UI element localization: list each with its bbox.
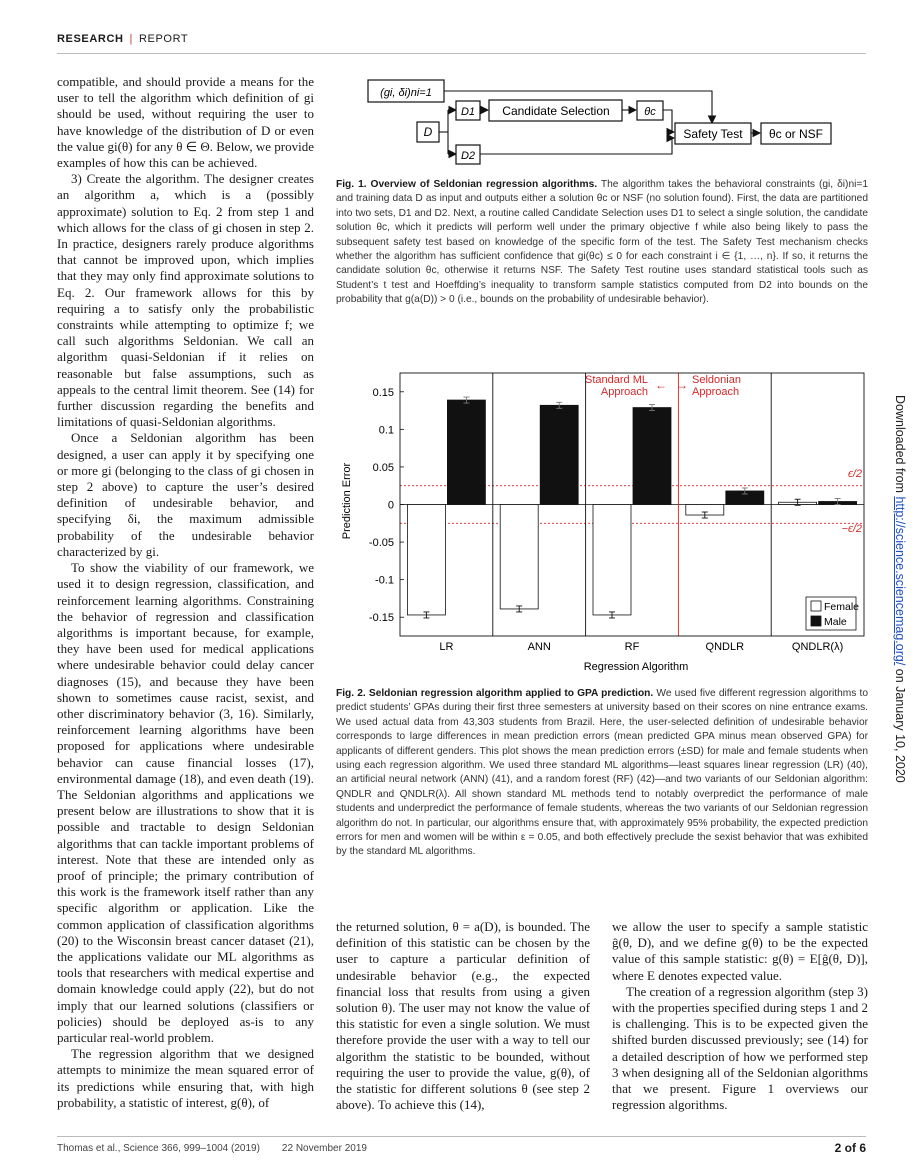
legend-label-female: Female bbox=[824, 601, 860, 613]
y-tick-label: 0.05 bbox=[372, 461, 394, 474]
middle-paragraph: the returned solution, θ = a(D), is bounded. The definition of this statistic can be chosen by the user to capture a particular definition of undesirable behavior (e.g., the expected financial loss that results from using a given solution θ). The user may not know the value of this statistic for even a single solution. We must therefore provide the user with a way to tell our algorithm the statistic to be bounded, without requiring the user to provide the value, g(θ), of the statistic for different solutions θ (see step 2 above). To achieve this (14), bbox=[336, 919, 590, 1113]
input-constraints-label: (gi, δi)ni=1 bbox=[380, 87, 432, 99]
right-column bbox=[612, 919, 868, 1113]
header-rule bbox=[57, 53, 866, 54]
x-tick-label: LR bbox=[439, 641, 454, 653]
x-tick-label: ANN bbox=[527, 641, 551, 653]
legend bbox=[806, 597, 859, 630]
legend-swatch-male bbox=[811, 616, 821, 626]
bar-male bbox=[447, 400, 485, 504]
standard-ml-annotation-line2: Approach bbox=[600, 386, 648, 398]
y-tick-label: -0.15 bbox=[368, 612, 394, 625]
y-tick-label: 0.1 bbox=[378, 424, 394, 437]
x-tick-label: QNDLR bbox=[705, 641, 745, 653]
figure2-caption-title: Fig. 2. Seldonian regression algorithm applied to GPA prediction. bbox=[336, 688, 654, 699]
left-paragraph: 3) Create the algorithm. The designer creates an algorithm a, which is a (possibly approximate) solution to Eq. 2 from step 1 and which allows for the class of gi chosen in step 2. In practice, designers rarely produce algorithms that cannot be improved upon, which implies that they may only find approximate solutions to Eq. 2. Our framework allows for this by requiring a to satisfy only the probabilistic constraints while attempting to optimize f; we call such algorithms Seldonian. We call an algorithm quasi-Seldonian if it relies on reasonable but false assumptions, such as appeals to the central limit theorem. See (14) for further discussion regarding the benefits and limitations of quasi-Seldonian algorithms. bbox=[57, 171, 314, 430]
y-axis-label: Prediction Error bbox=[341, 462, 353, 540]
running-header bbox=[57, 33, 188, 45]
left-paragraph: Once a Seldonian algorithm has been designed, a user can apply it by specifying one or more gi (belonging to the class of gi chosen in step 2 above) to capture the user’s desired definition of undesirable behavior, and specifying δi, the maximum admissible probability of the undesirable behavior characterized by gi. bbox=[57, 430, 314, 559]
d2-label: D2 bbox=[460, 150, 476, 162]
figure1-caption-text: The algorithm takes the behavioral constraints (gi, δi)ni=1 and training data D as input and outputs either a solution θc or NSF (no solution found). First, the data are partitioned into two sets, D1 and D2. Next, a routine called Candidate Selection uses D1 to select a single solution, the candidate solution θc, which it predicts will perform well under the primary objective f while also being likely to pass the subsequent safety test based on knowledge of the specific form of the test. The Safety Test mechanism checks whether the algorithm has sufficient confidence that gi(θc) ≤ 0 for each constraint i ∈ {1, …, n}. If so, it returns the candidate solution θc, otherwise it returns NSF. The Safety Test routine uses standard statistical tools such as Student’s t test and Hoeffding’s inequality to transform sample statistics computed from D2 into bounds on the probability that g(a(D)) > 0 (i.e., bounds on the probability of undesirable behavior). bbox=[336, 179, 868, 306]
x-tick-label: QNDLR(λ) bbox=[791, 641, 844, 653]
page-number: 2 of 6 bbox=[834, 1141, 866, 1155]
left-paragraph: The regression algorithm that we designed attempts to minimize the mean squared error of its predictions while ensuring that, with high probability, a statistic of interest, g(θ), of bbox=[57, 1046, 314, 1110]
y-tick-label: 0 bbox=[387, 499, 394, 512]
bar-male bbox=[540, 405, 578, 504]
right-arrow-annotation: → bbox=[676, 378, 688, 392]
legend-label-male: Male bbox=[824, 616, 847, 628]
left-arrow-annotation: ← bbox=[655, 378, 667, 392]
download-link[interactable]: http://science.sciencemag.org/ bbox=[893, 496, 907, 666]
bar-female bbox=[593, 505, 631, 615]
figure1-caption bbox=[336, 178, 868, 308]
bar-male bbox=[633, 408, 671, 505]
y-tick-label: -0.05 bbox=[368, 537, 394, 550]
figure1-diagram bbox=[360, 70, 840, 170]
middle-column bbox=[336, 919, 590, 1113]
standard-ml-annotation-line1: Standard ML bbox=[585, 374, 648, 386]
bar-female bbox=[500, 505, 538, 609]
epsilon-lower-label: −ϵ/2 bbox=[841, 523, 862, 535]
footer-citation-block bbox=[57, 1143, 367, 1154]
x-tick-label: RF bbox=[624, 641, 640, 653]
left-paragraph: compatible, and should provide a means for the user to tell the algorithm which definition of gi should be used, without requiring the user to have knowledge of the distribution of D or even the value gi(θ) for any θ ∈ Θ. Below, we provide examples of how this can be achieved. bbox=[57, 74, 314, 171]
theta-to-safety-arrow bbox=[663, 110, 674, 132]
legend-swatch-female bbox=[811, 601, 821, 611]
output-label: θc or NSF bbox=[768, 127, 824, 141]
data-label: D bbox=[423, 125, 433, 139]
figure1-caption-title: Fig. 1. Overview of Seldonian regression algorithms. bbox=[336, 179, 598, 190]
header-type: REPORT bbox=[139, 33, 189, 45]
download-note bbox=[893, 395, 907, 783]
figure2-caption-text: We used five different regression algorithms to predict students’ GPAs during their first three semesters at university based on their scores on nine entrance exams. We used actual data from 43,303 students from Brazil. Here, the user-selected definition of undesirable behavior corresponds to large differences in mean prediction errors (mean predicted GPA minus mean observed GPA) for applicants of different genders. This plot shows the mean prediction errors (±SD) for male and female students when using each regression algorithm. We used three standard ML algorithms—least squares linear regression (LR) (40), an artificial neural network (ANN) (41), and a random forest (RF) (42)—and two variants of our Seldonian algorithm: QNDLR and QNDLR(λ). All shown standard ML methods tend to notably overpredict the performance of male students and underpredict the performance of female students, whereas the two variants of our Seldonian regression algorithm do not. In particular, our algorithms ensure that, with approximately 95% probability, the expected prediction errors for men and women will be within ε = 0.05, and both effectively preclude the sexist behavior that was exhibited by the standard ML algorithms. bbox=[336, 688, 868, 858]
epsilon-upper-label: ϵ/2 bbox=[847, 468, 862, 480]
bar-female bbox=[407, 505, 445, 615]
seldonian-annotation-line2: Approach bbox=[692, 386, 740, 398]
candidate-selection-label: Candidate Selection bbox=[502, 104, 610, 118]
safety-test-label: Safety Test bbox=[683, 127, 743, 141]
footer-citation: Thomas et al., Science 366, 999–1004 (2019) bbox=[57, 1143, 260, 1154]
left-paragraph: To show the viability of our framework, we used it to design regression, classification, and reinforcement learning algorithms. Constraining the behavior of regression and classification algorithms is important because, for example, they have been used for medical applications where undesirable behavior could delay cancer diagnoses (15), and because they have been shown to sometimes cause racist, sexist, and other discriminatory behavior (3, 16). Similarly, reinforcement learning algorithms have been proposed for applications where undesirable behavior can cause financial losses (17), environmental damage (18), and even death (19). The Seldonian algorithms and applications we present below are illustrations to show that it is possible and tractable to design Seldonian algorithms that can tackle important problems of interest. Note that these are intended only as proof of principle; the primary contribution of this work is the framework itself rather than any specific algorithm or application. Like the common application of classification algorithms (20) to the Wisconsin breast cancer dataset (21), the applications validate our ML algorithms as tools that researchers with medical expertise and domain knowledge could apply (22), but do not imply that our learned solutions (classifiers or policies) should be deployed as-is to any particular real-world problem. bbox=[57, 560, 314, 1045]
figure2-caption bbox=[336, 687, 868, 860]
seldonian-annotation-line1: Seldonian bbox=[692, 374, 741, 386]
x-axis-label: Regression Algorithm bbox=[583, 661, 689, 673]
header-section: RESEARCH bbox=[57, 33, 124, 45]
theta-c-label: θc bbox=[644, 106, 656, 118]
y-tick-label: -0.1 bbox=[375, 574, 394, 587]
footer-rule bbox=[57, 1136, 866, 1137]
download-suffix: on January 10, 2020 bbox=[893, 668, 907, 783]
right-paragraph: The creation of a regression algorithm (step 3) with the properties specified during steps 1 and 2 is challenging. This is to be expected given the shifted burden discussed previously; see (14) for a detailed description of how we performed step 3 when designing all of the Seldonian algorithms that we present. Figure 1 overviews our regression algorithms. bbox=[612, 983, 868, 1113]
figure2-chart bbox=[336, 365, 876, 680]
right-paragraph: we allow the user to specify a sample statistic ĝ(θ, D), and we define g(θ) to be the expected value of this sample statistic: g(θ) = E[ĝ(θ, D)], where E denotes expected value. bbox=[612, 919, 868, 983]
d1-label: D1 bbox=[460, 106, 476, 118]
download-prefix: Downloaded from bbox=[893, 395, 907, 493]
footer-date: 22 November 2019 bbox=[281, 1143, 367, 1154]
y-tick-label: 0.15 bbox=[372, 386, 394, 399]
header-separator: | bbox=[129, 33, 133, 45]
d2-to-safety-arrow bbox=[480, 138, 674, 154]
left-column bbox=[57, 74, 314, 1111]
